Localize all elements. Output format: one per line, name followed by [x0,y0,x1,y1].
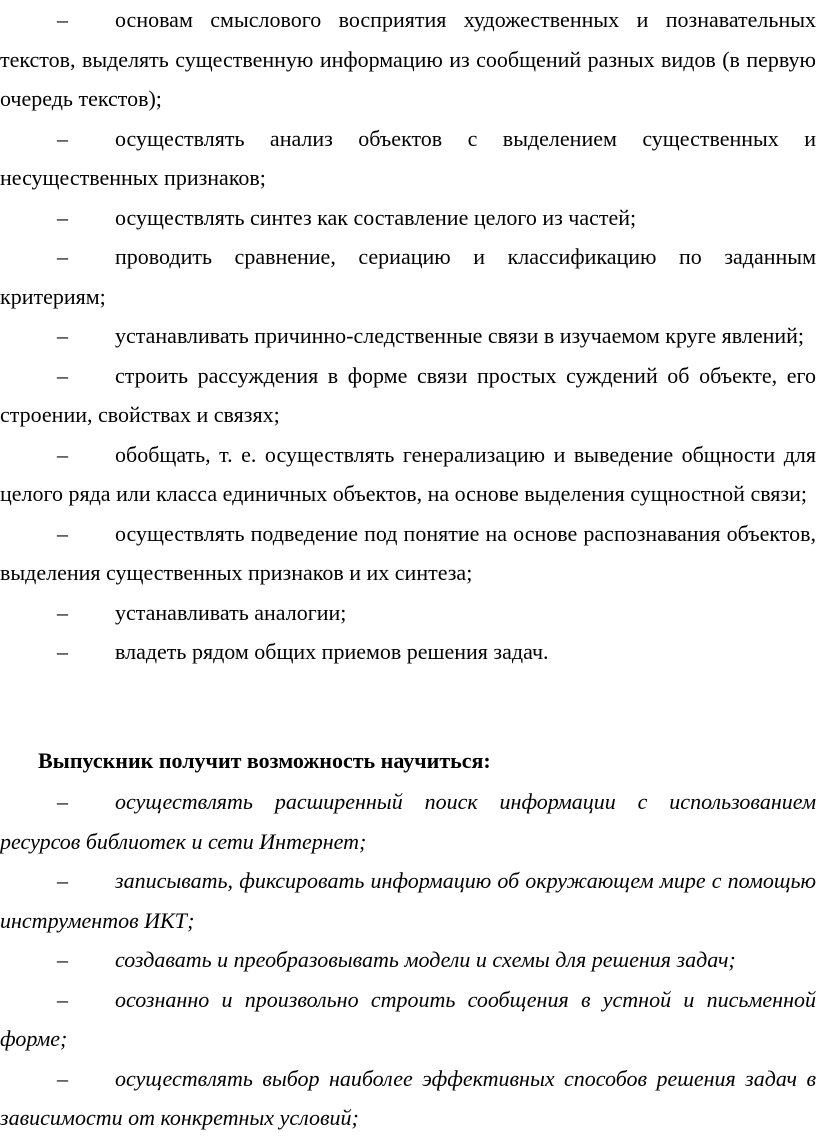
list-item [0,593,816,633]
dash-bullet: – [57,125,68,151]
list-item [0,356,816,435]
section-heading: Выпускник получит возможность научиться: [38,748,491,773]
list-item [0,119,816,198]
list-item [0,237,816,316]
dash-bullet: – [57,868,68,893]
list-item-text: проводить сравнение, сериацию и классификацию по заданным критериям; [0,244,816,309]
list-item [0,198,816,238]
list-item [0,514,816,593]
list-item-text: устанавливать причинно-следственные связи в изучаемом круге явлений; [115,323,805,348]
dash-bullet: – [57,204,68,230]
list-item [0,632,816,672]
dash-bullet: – [57,244,68,269]
dash-bullet: – [57,441,68,467]
list-item-text: осуществлять расширенный поиск информации с использованием ресурсов библиотек и сети Интернет; [0,789,816,854]
list-item-text: создавать и преобразовывать модели и схемы для решения задач; [115,947,736,972]
list-item [0,861,816,940]
list-item [0,782,816,861]
dash-bullet: – [57,639,68,664]
list-item [0,980,816,1059]
list-item-text: осознанно и произвольно строить сообщения в устной и письменной форме; [0,986,816,1051]
dash-bullet: – [57,520,68,546]
dash-bullet: – [57,986,68,1012]
list-item [0,940,816,980]
list-item-text: осуществлять подведение под понятие на основе распознавания объектов, выделения существенных признаков и их синтеза; [0,520,816,585]
list-item [0,0,816,119]
list-item [0,435,816,514]
dash-bullet: – [57,789,68,814]
dash-bullet: – [57,362,68,388]
list-item [0,1059,816,1138]
list-item-text: владеть рядом общих приемов решения задач. [115,639,549,664]
list-item-text: записывать, фиксировать информацию об окружающем мире с помощью инструментов ИКТ; [0,868,816,933]
opportunity-list [0,782,816,1138]
dash-bullet: – [57,323,68,348]
dash-bullet: – [57,7,68,32]
dash-bullet: – [57,947,68,972]
list-item [0,316,816,356]
list-item-text: строить рассуждения в форме связи простых суждений об объекте, его строении, свойствах и связях; [0,362,816,427]
list-item-text: осуществлять анализ объектов с выделением существенных и несущественных признаков; [0,125,816,190]
list-item-text: основам смыслового восприятия художественных и познавательных текстов, выделять существенную информацию из сообщений разных видов (в первую очередь текстов); [0,7,816,111]
list-item-text: устанавливать аналогии; [115,599,347,625]
dash-bullet: – [57,1065,68,1091]
dash-bullet: – [57,599,68,625]
list-item-text: обобщать, т. е. осуществлять генерализацию и выведение общности для целого ряда или класса единичных объектов, на основе выделения сущностной связи; [0,441,816,506]
list-item-text: осуществлять синтез как составление целого из частей; [115,204,637,230]
list-item-text: осуществлять выбор наиболее эффективных способов решения задач в зависимости от конкретных условий; [0,1065,816,1130]
